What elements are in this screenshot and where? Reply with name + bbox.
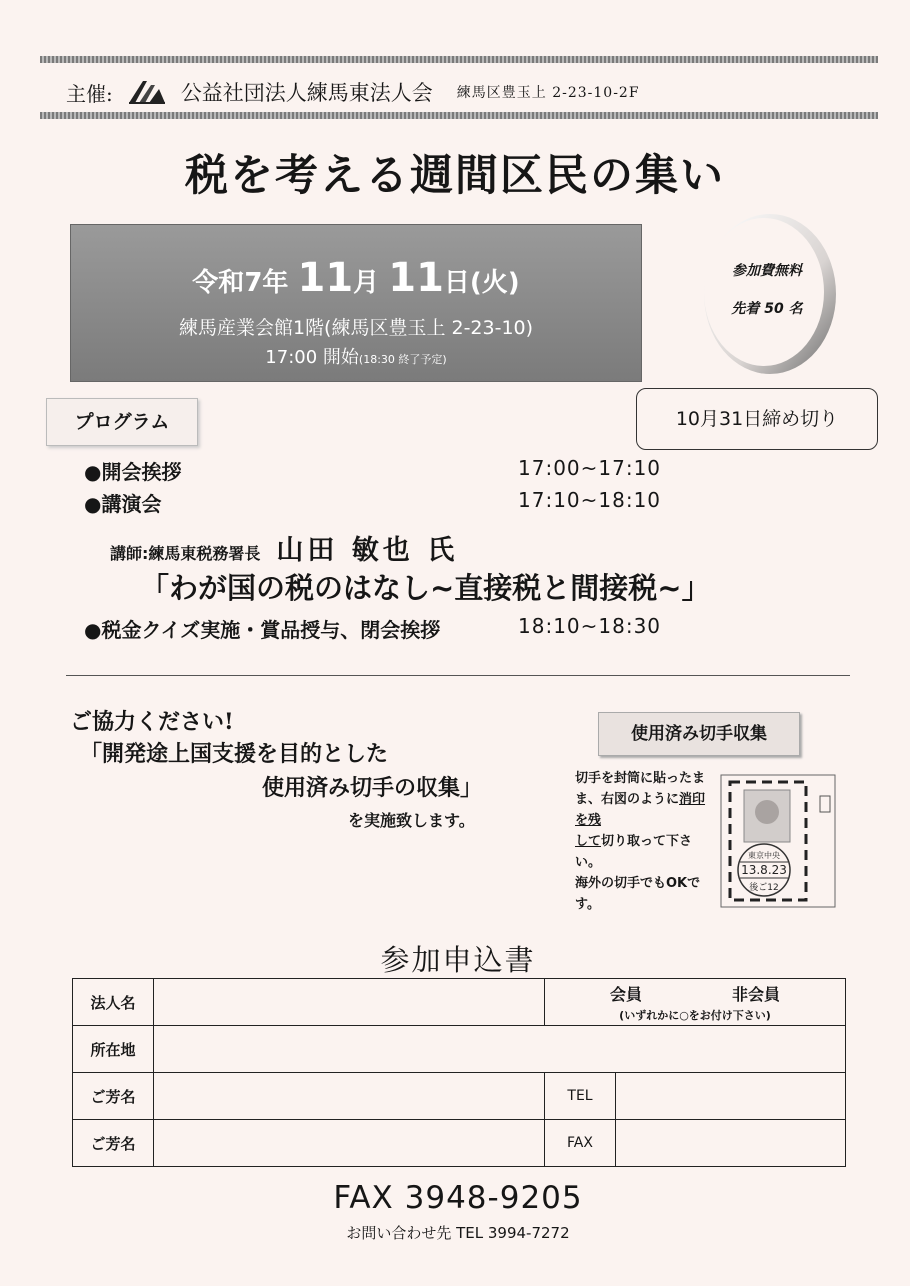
program-time-opening: 17:00~17:10	[518, 456, 662, 480]
deadline-badge: 10月31日締め切り	[636, 388, 878, 450]
program-time-lecture: 17:10~18:10	[518, 488, 662, 512]
fax-number: FAX 3948-9205	[333, 1180, 583, 1216]
event-end-note: (18:30 終了予定)	[358, 353, 447, 366]
lecturer-row	[110, 528, 458, 567]
cooperation-line-2: 使用済み切手の収集」	[262, 775, 483, 801]
member-selection[interactable]	[545, 979, 846, 1026]
cooperation-line-3: を実施致します。	[348, 811, 475, 830]
stamp-collection-heading: 使用済み切手収集	[598, 712, 800, 756]
event-day-unit: 日(火)	[443, 268, 520, 298]
program-item-opening: ●開会挨拶	[84, 460, 182, 484]
form-title: 参加申込書	[380, 943, 536, 977]
address-label: 所在地	[73, 1026, 154, 1073]
page-title: 税を考える週間区民の集い	[185, 151, 725, 201]
tel-field[interactable]	[616, 1073, 846, 1120]
event-venue: 練馬産業会館1階(練馬区豊玉上 2-23-10)	[178, 317, 534, 339]
lecture-title: 「わが国の税のはなし~直接税と間接税~」	[140, 571, 711, 605]
attendee-name-label-2: ご芳名	[73, 1120, 154, 1167]
event-info-box	[70, 224, 642, 382]
event-era: 令和	[192, 268, 245, 298]
org-logo-icon	[127, 79, 167, 105]
fax-label: FAX	[545, 1120, 616, 1167]
stamp-instructions	[575, 768, 711, 915]
stamp-text-underlined-1: 消印を残	[575, 792, 706, 828]
attendee-name-label-1: ご芳名	[73, 1073, 154, 1120]
fax-field[interactable]	[616, 1120, 846, 1167]
attendee-name-field-2[interactable]	[154, 1120, 545, 1167]
event-month: 11	[297, 255, 354, 301]
stamp-text-c: 海外の切手でもOKです。	[575, 876, 701, 912]
stamp-example-illustration	[720, 774, 836, 908]
tel-label: TEL	[545, 1073, 616, 1120]
lecturer-role: 講師:練馬東税務署長	[110, 544, 261, 563]
org-name: 公益社団法人練馬東法人会	[180, 81, 433, 105]
form-row-name-1	[73, 1073, 846, 1120]
section-divider	[66, 675, 850, 676]
member-note: (いずれかに○をお付け下さい)	[619, 1008, 771, 1022]
fee-badge-circle	[700, 210, 838, 376]
program-item-lecture: ●講演会	[84, 492, 162, 516]
stamp-text-a: 切手を封筒に貼ったまま、右図のように	[575, 771, 706, 807]
fee-capacity: 先着 50 名	[731, 301, 803, 317]
event-date	[71, 255, 641, 301]
event-start: 17:00 開始	[265, 347, 359, 368]
event-month-unit: 月	[353, 268, 380, 298]
form-row-name-2	[73, 1120, 846, 1167]
event-time	[71, 343, 641, 369]
contact-info: お問い合わせ先 TEL 3994-7272	[346, 1224, 570, 1242]
event-day: 11	[388, 255, 444, 301]
stamp-text-b: 切り取って下さい。	[575, 834, 693, 870]
postmark-date: 13.8.23	[741, 863, 787, 877]
program-time-quiz: 18:10~18:30	[518, 614, 662, 638]
non-member-option[interactable]: 非会員	[732, 984, 781, 1004]
corp-name-field[interactable]	[154, 979, 545, 1026]
stamp-text-underlined-2: して	[575, 834, 602, 849]
org-address: 練馬区豊玉上 2-23-10-2F	[456, 85, 640, 101]
sponsor-label: 主催:	[66, 81, 113, 106]
lecturer-name: 山田 敏也 氏	[276, 535, 459, 566]
application-form-table	[72, 978, 846, 1167]
cooperation-line-1: 「開発途上国支援を目的とした	[80, 741, 389, 767]
cooperation-heading: ご協力ください!	[70, 709, 234, 735]
address-field[interactable]	[154, 1026, 846, 1073]
event-year: 7	[244, 268, 263, 298]
corp-name-label: 法人名	[73, 979, 154, 1026]
postmark-top: 東京中央	[748, 851, 780, 860]
form-row-address	[73, 1026, 846, 1073]
form-row-corp	[73, 979, 846, 1026]
sponsor-row	[66, 76, 846, 108]
top-divider	[40, 56, 878, 63]
event-year-unit: 年	[262, 268, 289, 298]
attendee-name-field-1[interactable]	[154, 1073, 545, 1120]
member-option[interactable]: 会員	[609, 984, 642, 1004]
fee-free: 参加費無料	[732, 263, 802, 279]
postmark-bottom: 後ご12	[749, 883, 779, 893]
program-label: プログラム	[46, 398, 198, 446]
program-item-quiz: ●税金クイズ実施・賞品授与、閉会挨拶	[84, 618, 441, 642]
header-bottom-divider	[40, 112, 878, 119]
